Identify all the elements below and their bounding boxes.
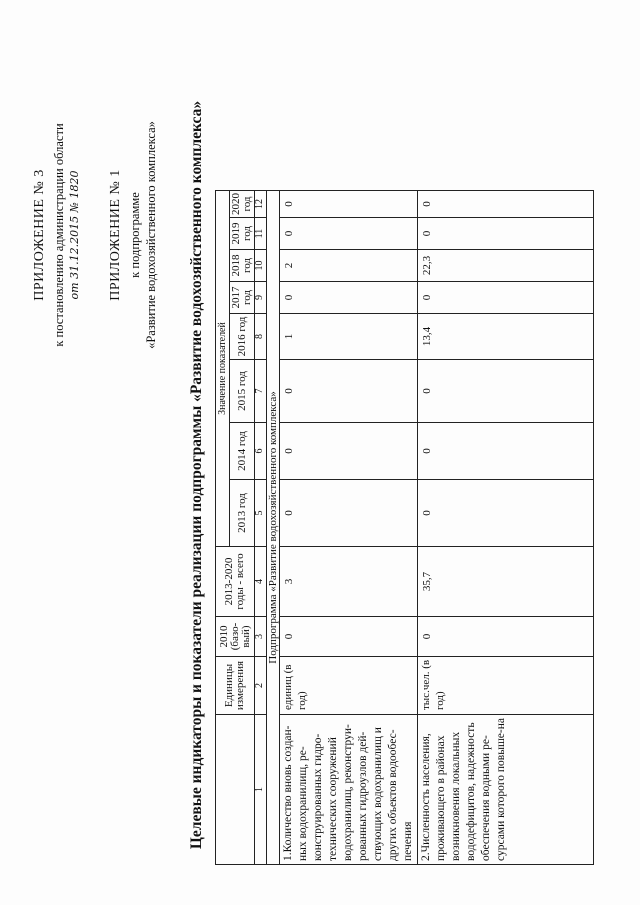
column-number-row (255, 191, 267, 865)
year-value: 0 (280, 480, 418, 547)
column-number: 8 (255, 314, 267, 360)
header-year: 2019 год (230, 218, 255, 250)
appendix1-subtitle-2: «Развитие водохозяйственного комплекса» (144, 121, 158, 349)
year-value: 0 (418, 423, 594, 480)
header-2010: 2010 (базо-вый) (216, 617, 255, 657)
year-value: 22,3 (418, 250, 594, 282)
header-year: 2020 год (230, 191, 255, 218)
indicator-unit: единиц (в год) (280, 657, 418, 715)
header-year: 2015 год (230, 360, 255, 423)
column-number: 6 (255, 423, 267, 480)
table-row (418, 191, 594, 865)
total-value: 35,7 (418, 547, 594, 617)
column-number: 5 (255, 480, 267, 547)
column-number: 3 (255, 617, 267, 657)
year-value: 0 (418, 282, 594, 314)
year-value: 2 (280, 250, 418, 282)
column-number: 1 (255, 715, 267, 865)
indicator-name: 2.Численность населения, проживающего в районах возникновения локальных вододефицитов, надежность обеспечения водными ре-сурсами которого повыше-на (418, 715, 594, 865)
header-values: Значение показателей (216, 191, 230, 547)
indicators-table (215, 190, 594, 865)
year-value: 0 (280, 191, 418, 218)
header-year: 2016 год (230, 314, 255, 360)
header-year: 2017 год (230, 282, 255, 314)
section-row (267, 191, 280, 865)
base-value: 0 (418, 617, 594, 657)
year-value: 0 (280, 423, 418, 480)
year-value: 0 (280, 360, 418, 423)
column-number: 9 (255, 282, 267, 314)
column-number: 10 (255, 250, 267, 282)
header-units: Единицы измерения (216, 657, 255, 715)
header-year: 2018 год (230, 250, 255, 282)
header-total: 2013-2020 годы - всего (216, 547, 255, 617)
appendix3-subtitle: к постановлению администрации области (52, 123, 66, 347)
column-number: 12 (255, 191, 267, 218)
document-title: Целевые индикаторы и показатели реализации подпрограммы «Развитие водохозяйственного комплекса» (188, 100, 205, 850)
header-year: 2014 год (230, 423, 255, 480)
column-number: 4 (255, 547, 267, 617)
indicator-name: 1.Количество вновь создан-ных водохранилищ, ре-конструированных гидро-технических сооружений водохранилищ, реконструи-рованных гидроузлов дей-ствующих водохранилищ и других объектов водообес-печения (280, 715, 418, 865)
appendix3-title: ПРИЛОЖЕНИЕ № 3 (32, 169, 47, 301)
table-row (280, 191, 418, 865)
year-value: 0 (280, 218, 418, 250)
appendix1-title: ПРИЛОЖЕНИЕ № 1 (108, 169, 123, 301)
appendix1-subtitle: к подпрограмме (128, 192, 142, 278)
header-row-1 (216, 191, 230, 865)
column-number: 11 (255, 218, 267, 250)
year-value: 0 (418, 480, 594, 547)
year-value: 13,4 (418, 314, 594, 360)
year-value: 0 (280, 282, 418, 314)
year-value: 0 (418, 218, 594, 250)
header-indicator (216, 715, 255, 865)
appendix3-handwritten-date: от 31.12.2015 № 1820 (68, 170, 81, 300)
column-number: 7 (255, 360, 267, 423)
total-value: 3 (280, 547, 418, 617)
year-value: 1 (280, 314, 418, 360)
year-value: 0 (418, 360, 594, 423)
section-title: Подпрограмма «Развитие водохозяйственного комплекса» (267, 191, 280, 865)
column-number: 2 (255, 657, 267, 715)
indicator-unit: тыс.чел. (в год) (418, 657, 594, 715)
header-year: 2013 год (230, 480, 255, 547)
base-value: 0 (280, 617, 418, 657)
year-value: 0 (418, 191, 594, 218)
